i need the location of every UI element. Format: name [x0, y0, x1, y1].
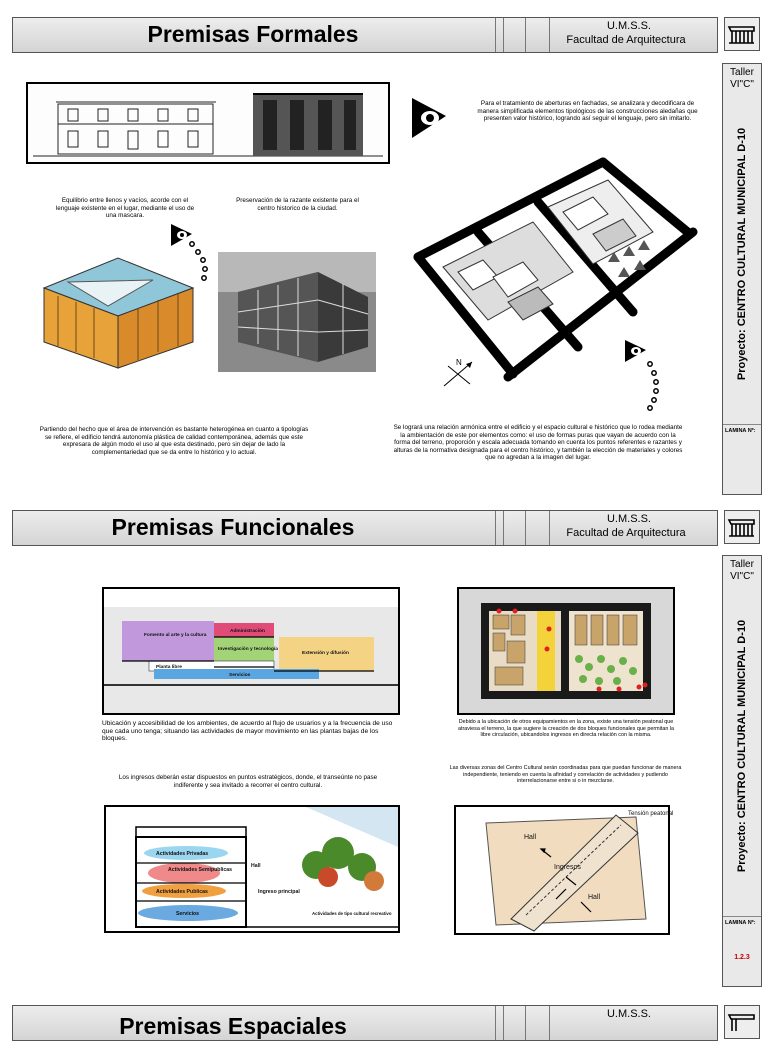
sidebar-block-1: [722, 63, 762, 495]
header-bar-espaciales: [12, 1005, 718, 1041]
lamina-label: LAMINA Nº:: [725, 920, 756, 926]
hall-label: Hall: [524, 834, 537, 841]
activity-label: Ingreso principal: [258, 889, 300, 895]
text-partiendo: Partiendo del hecho que el área de intervención es bastante heterogénea en cuanto a tipologías se refiere, el edificio tendrá autonomía plástica de calidad contemporánea, además que este expresara de algún modo el uso al que esta destinado, pero sin dejar de lado la complementariedad que se da entre lo histórico y lo actual.: [39, 426, 309, 456]
hall-label: Hall: [588, 894, 601, 901]
activity-label: Actividades Privadas: [156, 851, 209, 857]
zone-label: Servicios: [229, 673, 251, 678]
section-title-espaciales: Premisas Espaciales: [119, 1013, 347, 1039]
university-label: U.M.S.S.: [606, 513, 651, 525]
activity-label: Actividades Semipublicas: [168, 867, 233, 873]
pedestrian-tension-diagram: [454, 805, 674, 935]
site-plan-circulation-diagram: [457, 587, 675, 715]
section-title-funcionales: Premisas Funcionales: [111, 514, 355, 540]
activity-label: Hall: [251, 863, 261, 869]
text-ingresos-estrategicos: Los ingresos deberán estar dispuestos en puntos estratégicos, donde, el transeúnte no pase indiferente y sea invitado a recorrer el centro cultural.: [118, 774, 378, 789]
activity-label: Servicios: [176, 911, 200, 917]
faculty-logo-icon: [724, 510, 760, 544]
faculty-label: Facultad de Arquitectura: [566, 527, 686, 539]
ingresos-label: Ingresos: [554, 864, 581, 871]
isometric-building-color-sketch: [38, 250, 200, 372]
sidebar-block-2: [722, 555, 762, 987]
zone-label: Planta libre: [156, 665, 182, 670]
viewpoint-eye-right-icon: [622, 338, 662, 413]
activity-label: Actividades Publicas: [156, 889, 208, 895]
taller-label: Taller VI"C": [730, 559, 754, 582]
university-label: U.M.S.S.: [606, 20, 651, 32]
faculty-logo-icon: [724, 17, 760, 51]
faculty-label: Facultad de Arquitectura: [566, 34, 686, 46]
zone-label: Fomento al arte y la cultura: [144, 633, 207, 638]
zone-label: Administración: [230, 629, 265, 634]
text-diversas-zonas: Las diversas zonas del Centro Cultural serán coordinadas para que puedan funcionar de manera independiente, teniendo en cuenta la afinidad y correlación de actividades y pudiendo interrelacionarse entre si o in mezclarse.: [449, 765, 682, 785]
zone-label: Extensión y difusión: [302, 651, 349, 656]
zoning-section-diagram: [102, 587, 400, 715]
taller-label: Taller VI"C": [730, 67, 754, 90]
faculty-logo-icon: [724, 1005, 760, 1039]
zone-label: Investigación y tecnología: [218, 647, 278, 652]
activity-label: Actividades de tipo cultural recreativo: [312, 911, 392, 916]
section-title-formales: Premisas Formales: [147, 21, 359, 47]
header-bar-funcionales: [12, 510, 718, 546]
eye-icon: [408, 94, 448, 142]
lamina-label: LAMINA Nº:: [725, 428, 756, 434]
text-preservacion: Preservación de la razante existente para el centro historico de la ciudad.: [236, 197, 359, 212]
activities-section-diagram: [104, 805, 400, 933]
project-title-vertical: Proyecto: CENTRO CULTURAL MUNICIPAL D-10: [736, 619, 748, 873]
project-title-vertical: Proyecto: CENTRO CULTURAL MUNICIPAL D-10: [736, 127, 748, 381]
text-equilibrio: Equilibrio entre llenos y vacíos, acorde con el lenguaje existente en el lugar, mediante el uso de una mascara.: [55, 197, 195, 220]
north-label: N: [456, 358, 462, 367]
building-photo-grayscale: [218, 252, 376, 372]
lamina-number: 1.2.3: [734, 954, 750, 961]
university-label: U.M.S.S.: [606, 1008, 651, 1020]
text-debido-ubicacion: Debido a la ubicación de otros equipamientos en la zona, existe una tensión peatonal que atraviesa el terreno, la que sugiere la creación de dos bloques funcionales que permitan la libre circulación, ubicandolos ingresos en directa relación con la misma.: [457, 719, 675, 739]
tension-label: Tensión peatonal: [628, 811, 674, 817]
header-bar-formales: [12, 17, 718, 53]
text-ubicacion-accesibilidad: Ubicación y accesibilidad de los ambientes, de acuerdo al flujo de usuarios y a la frecuencia de uso que cada uno tenga; situando las actividades de mayor movimiento en las plantas bajas de los bloques.: [102, 720, 393, 743]
text-abertura-fachadas: Para el tratamiento de aberturas en fachadas, se analizara y decodificara de manera simplificada elementos tipológicos de las construcciones aledañas que presenten valor histórico, logrando así seguir el lenguaje, pero sin imitarlo.: [477, 100, 698, 123]
text-relacion-armonica: Se logrará una relación armónica entre el edificio y el espacio cultural e histórico que lo rodea mediante la ambientación de este por elementos como: el uso de formas puras que vayan de acuerdo con la forma del terreno, proporción y escala adecuada tomando en cuenta los puntos referentes e razantes y alturas de la normativa designada para el centro histórico, y también la elección de materiales y colores que no agredan a la imagen del lugar.: [393, 424, 683, 462]
facade-sketch-image: [26, 82, 390, 164]
